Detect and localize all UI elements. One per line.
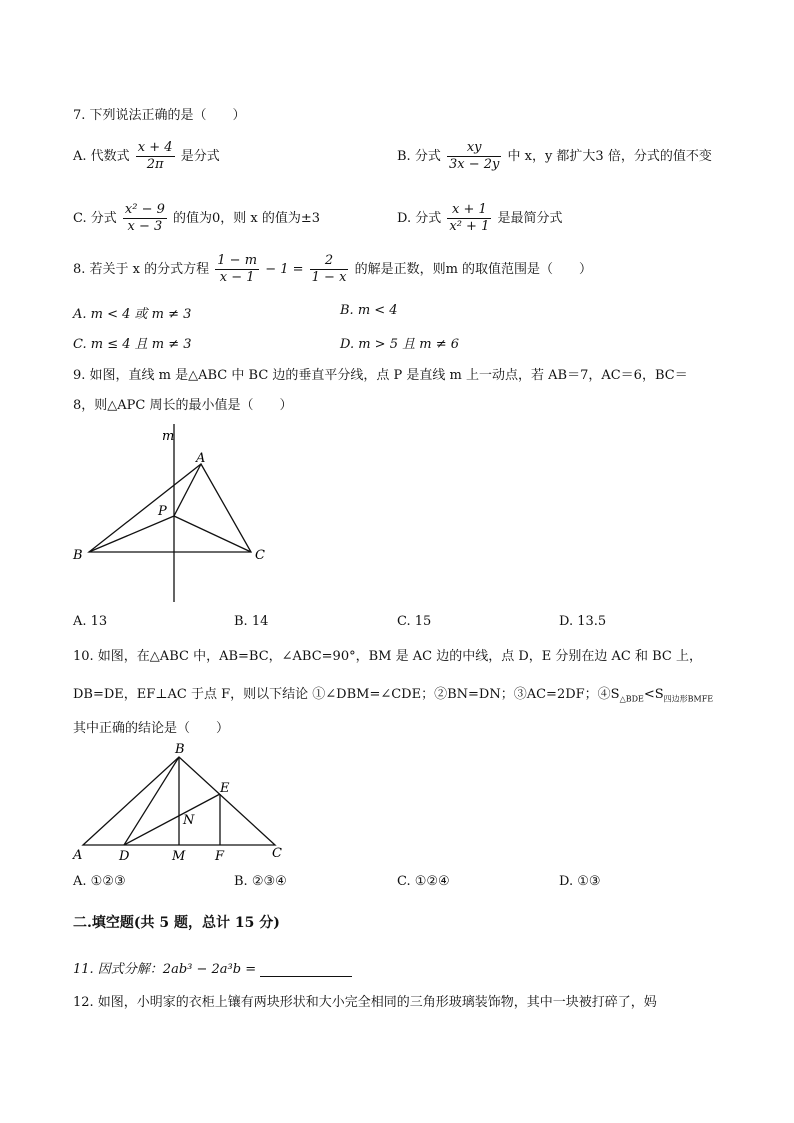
q9-label-a: A: [196, 451, 206, 466]
q10-label-d: D: [119, 849, 130, 864]
q9-option-d: D. 13.5: [559, 614, 607, 629]
q10-option-c: C. ①②④: [397, 874, 450, 889]
q9-segment-ap: [174, 464, 201, 516]
q10-label-e: E: [220, 781, 230, 796]
section-heading: 二.填空题(共 5 题，总计 15 分): [73, 915, 280, 931]
q10-stem-line2: DB=DE，EF⊥AC 于点 F，则以下结论 ①∠DBM=∠CDE；②BN=DN；③AC=2DF；$④S_{\triangle BDE}<S_{四边形BMFE}$: [73, 687, 714, 704]
q10-label-c: C: [272, 846, 282, 861]
q11-stem: 11. 因式分解：2ab³ − 2a³b =: [73, 958, 352, 977]
q10-label-f: F: [215, 849, 225, 864]
q11-answer-blank: [260, 962, 352, 977]
q8-stem: 8. 若关于 x 的分式方程 $\frac{1 - m}{x - 1}$ − 1 = $\frac{2}{1 - x}$ 的解是正数，则m 的取值范围是（ ）: [73, 253, 593, 285]
q10-label-m: M: [172, 849, 186, 864]
q10-option-a: A. ①②③: [73, 874, 126, 889]
q10-option-d: D. ①③: [559, 874, 601, 889]
q7-option-c: C. 分式 $\frac{\text{x² − 9}}{x - 3}$ 的值为0，则 x 的值为±3: [73, 202, 321, 234]
q9-option-c: C. 15: [397, 614, 432, 629]
q9-label-m: m: [162, 429, 175, 444]
q9-triangle-abc: [89, 464, 251, 552]
q10-stem-line3: 其中正确的结论是（ ）: [73, 721, 230, 736]
q9-segment-bp: [89, 516, 174, 552]
q9-stem-line2: 8，则△APC 周长的最小值是（ ）: [73, 398, 293, 413]
q8-option-b: B. m < 4: [340, 303, 398, 318]
q10-segment-de: [124, 794, 220, 845]
q9-stem-line1: 9. 如图，直线 m 是△ABC 中 BC 边的垂直平分线，点 P 是直线 m 上一动点，若 AB＝7，AC＝6，BC＝: [73, 368, 688, 383]
q7-option-d: D. 分式 $\frac{x + 1}{\text{x² + 1}}$ 是最简分式: [397, 202, 563, 234]
q10-diagram: [72, 742, 282, 864]
q9-label-c: C: [255, 548, 265, 563]
q9-label-p: P: [158, 504, 167, 519]
q8-fraction-2: $\frac{2}{1 - x}$: [311, 253, 347, 285]
q7-a-fraction: $\frac{x + 4}{2\pi}$: [137, 140, 173, 172]
q7-option-b: B. 分式 $\frac{xy}{3x - 2y}$ 中 x，y 都扩大3 倍，分式的值不变: [397, 140, 712, 172]
q10-option-b: B. ②③④: [234, 874, 287, 889]
q10-label-a: A: [73, 848, 83, 863]
q7-d-fraction: $\frac{x + 1}{\text{x² + 1}}$: [449, 202, 490, 234]
q10-stem-line1: 10. 如图，在△ABC 中，AB=BC，∠ABC=90°，BM 是 AC 边的中线，点 D，E 分别在边 AC 和 BC 上，: [73, 649, 702, 664]
q12-stem: 12. 如图，小明家的衣柜上镶有两块形状和大小完全相同的三角形玻璃装饰物，其中一块被打碎了，妈: [73, 995, 657, 1010]
q10-segment-bd: [124, 757, 179, 845]
q8-option-c: C. m ≤ 4 且 m ≠ 3: [73, 337, 192, 352]
q7-stem: 7. 下列说法正确的是（ ）: [73, 108, 246, 123]
q9-option-b: B. 14: [234, 614, 269, 629]
q8-option-d: D. m > 5 且 m ≠ 6: [340, 337, 459, 352]
q10-label-n: N: [183, 813, 195, 828]
q8-fraction-1: $\frac{1 - m}{x - 1}$: [217, 253, 258, 285]
q8-option-a: A. m < 4 或 m ≠ 3: [73, 307, 192, 322]
q7-option-a: A. 代数式 $\frac{x + 4}{2\pi}$ 是分式: [73, 140, 220, 172]
q9-option-a: A. 13: [73, 614, 108, 629]
q10-label-b: B: [175, 742, 185, 757]
q7-b-fraction: $\frac{xy}{3x - 2y}$: [448, 140, 500, 172]
q7-c-fraction: $\frac{\text{x² − 9}}{x - 3}$: [124, 202, 165, 234]
q9-segment-pc: [174, 516, 251, 552]
q9-label-b: B: [73, 548, 83, 563]
